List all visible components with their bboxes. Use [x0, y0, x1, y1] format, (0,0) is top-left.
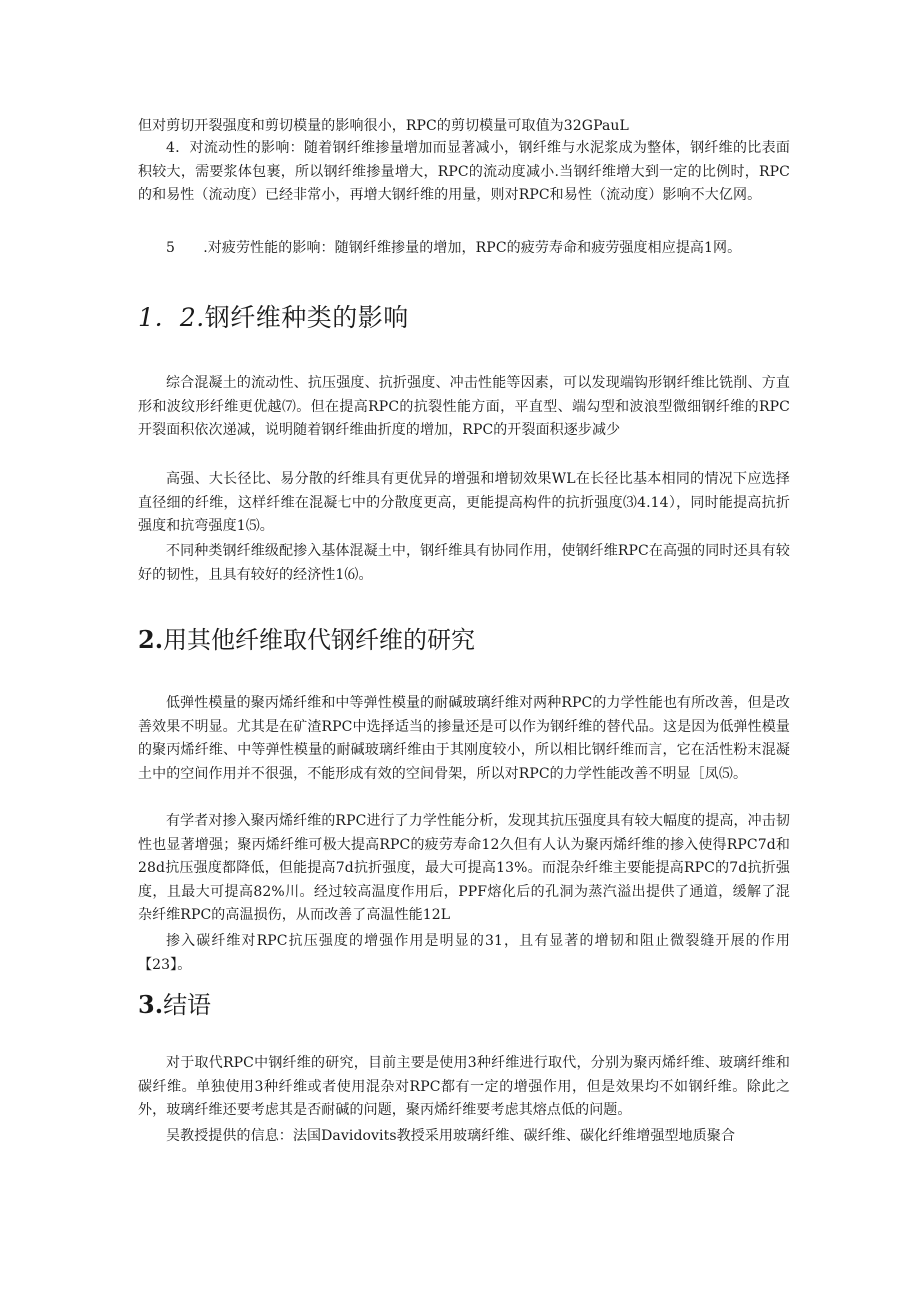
paragraph-polypropylene-analysis: 有学者对掺入聚丙烯纤维的RPC进行了力学性能分析，发现其抗压强度具有较大幅度的提高，冲击韧性也显著增强；聚丙烯纤维可极大提高RPC的疲劳寿命12久但有人认为聚丙烯纤维的掺入使得RPC7d和28d抗压强度都降低，但能提高7d抗折强度，最大可提高13%。而混杂纤维主要能提高RPC的7d抗折强度，且最大可提高82%川。经过较高温度作用后，PPF熔化后的孔洞为蒸汽溢出提供了通道，缓解了混杂纤维RPC的高温损伤，从而改善了高温性能12L	[138, 813, 790, 923]
paragraph-carbon-fiber: 掺入碳纤维对RPC抗压强度的增强作用是明显的31，且有显著的增韧和阻止微裂缝开展的作用【23】。	[138, 933, 790, 973]
section-title: 钢纤维种类的影响	[204, 303, 409, 332]
section-title: 用其他纤维取代钢纤维的研究	[163, 626, 476, 654]
paragraph-shear-modulus: 但对剪切开裂强度和剪切模量的影响很小，RPC的剪切模量可取值为32GPauL	[138, 118, 629, 134]
paragraph-flowability: 4．对流动性的影响：随着钢纤维掺量增加而显著减小，钢纤维与水泥浆成为整体，钢纤维的比表面积较大，需要浆体包裹，所以钢纤维掺量增大，RPC的流动度减小.当钢纤维增大到一定的比例时，RPC的和易性（流动度）已经非常小，再增大钢纤维的用量，则对RPC和易性（流动度）影响不大亿网。	[138, 140, 790, 203]
paragraph-polypropylene-glass: 低弹性模量的聚丙烯纤维和中等弹性模量的耐碱玻璃纤维对两种RPC的力学性能也有所改善，但是改善效果不明显。尤其是在矿渣RPC中选择适当的掺量还是可以作为钢纤维的替代品。这是因为低弹性模量的聚丙烯纤维、中等弹性模量的耐碱玻璃纤维由于其刚度较小，所以相比钢纤维而言，它在活性粉末混凝土中的空间作用并不很强，不能形成有效的空间骨架，所以对RPC的力学性能改善不明显［凤⑸。	[138, 695, 790, 782]
section-heading-2	[138, 620, 475, 655]
paragraph-davidovits: 吴教授提供的信息：法国Davidovits教授采用玻璃纤维、碳纤维、碳化纤维增强型地质聚合	[166, 1128, 736, 1144]
paragraph-fatigue: 5 .对疲劳性能的影响：随钢纤维掺量的增加，RPC的疲劳寿命和疲劳强度相应提高1网。	[166, 240, 742, 256]
paragraph-conclusion: 对于取代RPC中钢纤维的研究，目前主要是使用3种纤维进行取代，分别为聚丙烯纤维、玻璃纤维和碳纤维。单独使用3种纤维或者使用混杂对RPC都有一定的增强作用，但是效果均不如钢纤维。除此之外，玻璃纤维还要考虑其是否耐碱的问题，聚丙烯纤维要考虑其熔点低的问题。	[138, 1055, 790, 1118]
section-number: 2.	[138, 625, 164, 654]
section-number: 1．2.	[138, 303, 205, 332]
paragraph-hybrid-steel: 不同种类钢纤维级配掺入基体混凝土中，钢纤维具有协同作用，使钢纤维RPC在高强的同时还具有较好的韧性，且具有较好的经济性1⑹。	[138, 543, 790, 583]
paragraph-aspect-ratio: 高强、大长径比、易分散的纤维具有更优异的增强和增韧效果WL在长径比基本相同的情况下应选择直径细的纤维，这样纤维在混凝七中的分散度更高，更能提高构件的抗折强度⑶4.14），同时能提高抗折强度和抗弯强度1⑸。	[138, 471, 790, 534]
section-title: 结语	[163, 991, 212, 1019]
section-number: 3.	[138, 990, 164, 1019]
paragraph-fiber-shape: 综合混凝土的流动性、抗压强度、抗折强度、冲击性能等因素，可以发现端钩形钢纤维比铣削、方直形和波纹形纤维更优越⑺。但在提高RPC的抗裂性能方面，平直型、端勾型和波浪型微细钢纤维的RPC开裂面积依次递减，说明随着钢纤维曲折度的增加，RPC的开裂面积逐步减少	[138, 375, 790, 438]
section-heading-3	[138, 985, 211, 1020]
section-heading-1-2	[138, 298, 409, 334]
